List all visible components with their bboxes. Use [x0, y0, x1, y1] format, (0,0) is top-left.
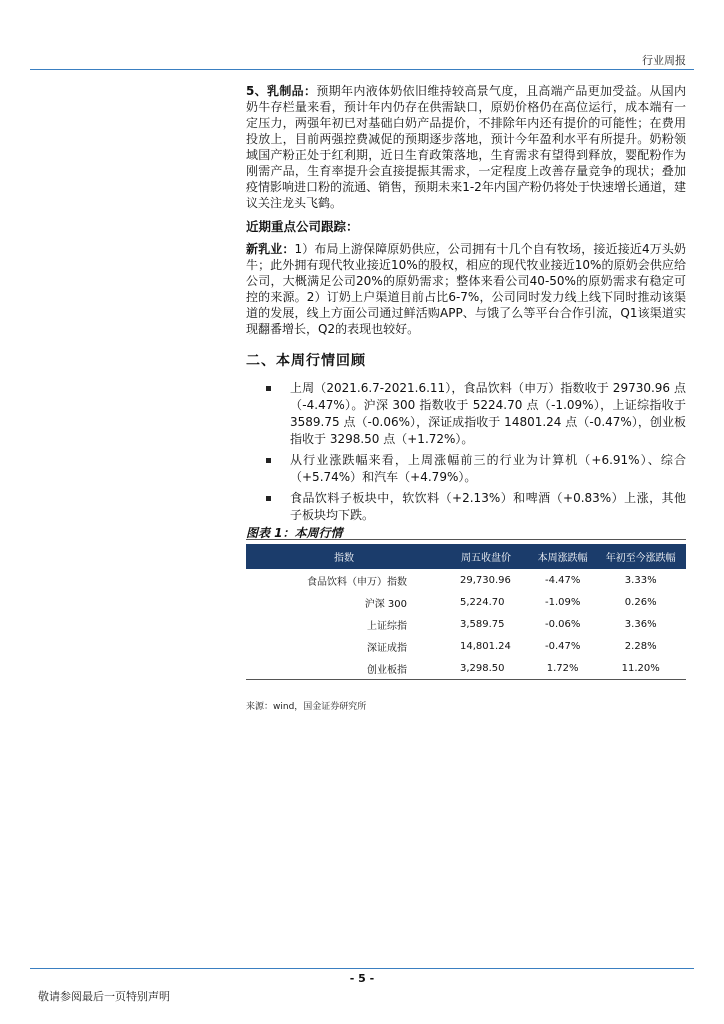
- footer-divider: [30, 968, 694, 969]
- close-price: 29,730.96: [460, 574, 511, 586]
- weekly-change: 1.72%: [530, 657, 595, 680]
- header-label: 行业周报: [642, 54, 686, 67]
- table-row: [246, 591, 686, 613]
- page-number: - 5 -: [349, 972, 375, 985]
- close-price: 5,224.70: [460, 596, 505, 608]
- figure-source: 来源：wind，国金证券研究所: [246, 702, 367, 712]
- ytd-change: 3.33%: [624, 574, 657, 586]
- tracking-paragraph: [246, 241, 686, 337]
- ytd-change: 3.36%: [624, 618, 657, 630]
- bullet-square-icon: [266, 458, 271, 463]
- dairy-text: 预期年内液体奶依旧维持较高景气度，且高端产品更加受益。从国内奶牛存栏量来看，预计年内仍存在供需缺口，原奶价格仍在高位运行，成本端有一定压力，两强年初已对基础白奶产品提价，不排除年内还有提价的可能性；在费用投放上，目前两强控费减促的预期逐步落地，预计今年盈利水平有所提升。奶粉领域国产粉正处于红利期，近日生育政策落地，生育需求有望得到释放，婴配粉作为刚需产品，生育率提升会直接提振其需求，一定程度上改善存量竞争的现状；叠加疫情影响进口粉的流通、销售，预期未来1-2年内国产粉仍将处于快速增长通道，建议关注龙头飞鹤。: [246, 84, 686, 210]
- body-content: [246, 83, 686, 337]
- weekly-change: -0.06%: [544, 618, 581, 630]
- section-title: 二、本周行情回顾: [246, 353, 366, 369]
- column-header: 周五收盘价: [442, 544, 530, 569]
- weekly-change: -1.09%: [544, 596, 581, 608]
- tracking-heading: 近期重点公司跟踪：: [246, 219, 359, 234]
- index-name: 创业板指: [246, 657, 442, 680]
- bullet-item: 上周（2021.6.7-2021.6.11），食品饮料（申万）指数收于 29730.96 点（-4.47%）。沪深 300 指数收于 5224.70 点（-1.09%），上证综指收于 3589.75 点（-0.06%），深证成指收于 14801.24 点（-0.47%），创业板指收于 3298.50 点（+1.72%）。: [262, 380, 686, 448]
- table-row: [246, 657, 686, 680]
- market-table: [246, 544, 686, 680]
- dairy-paragraph: [246, 83, 686, 211]
- index-name: 上证综指: [367, 620, 407, 632]
- dairy-lead: 5、乳制品：: [246, 84, 317, 98]
- table-header-row: [246, 544, 686, 569]
- index-name: 沪深 300: [364, 598, 407, 610]
- index-name: 深证成指: [367, 642, 407, 654]
- bullet-square-icon: [266, 496, 271, 501]
- column-header: 年初至今涨跌幅: [595, 544, 686, 569]
- table-row: [246, 613, 686, 635]
- footer-disclaimer: 敬请参阅最后一页特别声明: [38, 990, 170, 1003]
- column-header: 指数: [246, 544, 442, 569]
- market-bullets: [262, 380, 686, 528]
- close-price: 3,589.75: [460, 618, 505, 630]
- tracking-text: 1）布局上游保障原奶供应，公司拥有十几个自有牧场，接近接近4万头奶牛；此外拥有现代牧业接近10%的股权，相应的现代牧业接近10%的原奶会供应给公司，大概满足公司20%的原奶需求；整体来看公司40-50%的原奶需求有稳定可控的来源。2）订奶上户渠道目前占比6-7%，公司同时发力线上线下同时推动该渠道的发展，线上方面公司通过鲜活购APP、与饿了么等平台合作引流，Q1该渠道实现翻番增长，Q2的表现也较好。: [246, 242, 686, 336]
- tracking-lead: 新乳业：: [246, 242, 295, 256]
- table-row: [246, 569, 686, 591]
- figure-caption: 图表 1：本周行情: [246, 524, 686, 540]
- close-price: 3,298.50: [442, 657, 530, 680]
- ytd-change: 11.20%: [595, 657, 686, 680]
- header-divider: [30, 69, 694, 70]
- weekly-change: -0.47%: [544, 640, 581, 652]
- ytd-change: 2.28%: [624, 640, 657, 652]
- weekly-change: -4.47%: [544, 574, 581, 586]
- index-name: 食品饮料（申万）指数: [307, 576, 407, 588]
- bullet-item: 从行业涨跌幅来看，上周涨幅前三的行业为计算机（+6.91%）、综合（+5.74%）和汽车（+4.79%）。: [262, 452, 686, 486]
- table-row: [246, 635, 686, 657]
- close-price: 14,801.24: [460, 640, 511, 652]
- bullet-item: 食品饮料子板块中，软饮料（+2.13%）和啤酒（+0.83%）上涨，其他子板块均下跌。: [262, 490, 686, 524]
- bullet-square-icon: [266, 386, 271, 391]
- ytd-change: 0.26%: [624, 596, 657, 608]
- column-header: 本周涨跌幅: [530, 544, 595, 569]
